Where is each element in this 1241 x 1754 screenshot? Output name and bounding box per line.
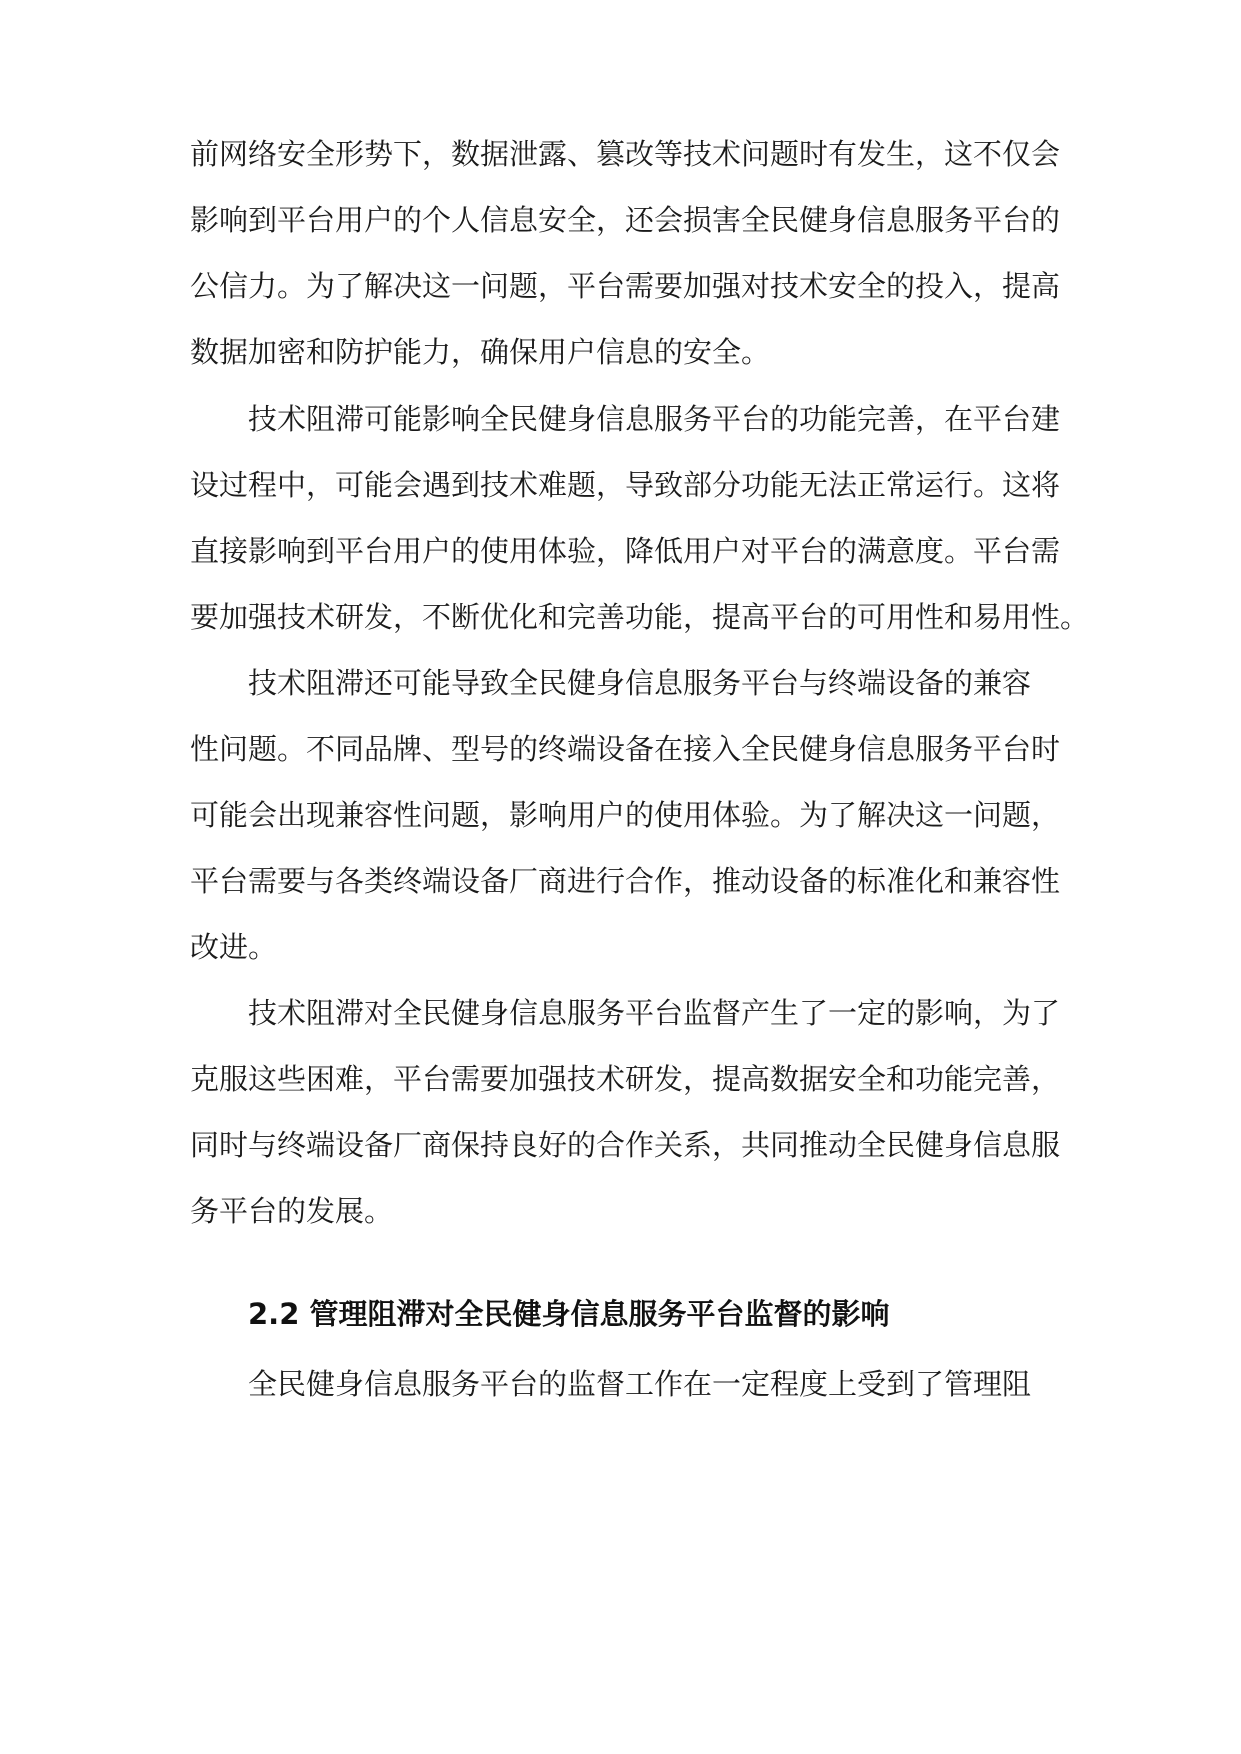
text-line: 设过程中，可能会遇到技术难题，导致部分功能无法正常运行。这将 (190, 468, 1061, 502)
section-heading: 2.2 管理阻滞对全民健身信息服务平台监督的影响 (248, 1297, 890, 1331)
text-line: 前网络安全形势下，数据泄露、篡改等技术问题时有发生，这不仅会 (190, 137, 1061, 171)
text-line: 性问题。不同品牌、型号的终端设备在接入全民健身信息服务平台时 (190, 732, 1061, 766)
text-line: 平台需要与各类终端设备厂商进行合作，推动设备的标准化和兼容性 (190, 864, 1061, 898)
text-line: 全民健身信息服务平台的监督工作在一定程度上受到了管理阻 (248, 1367, 1032, 1401)
text-line: 改进。 (190, 930, 278, 964)
text-line: 直接影响到平台用户的使用体验，降低用户对平台的满意度。平台需 (190, 534, 1061, 568)
text-line: 可能会出现兼容性问题，影响用户的使用体验。为了解决这一问题， (190, 798, 1061, 832)
text-line: 技术阻滞还可能导致全民健身信息服务平台与终端设备的兼容 (248, 666, 1032, 700)
text-line: 数据加密和防护能力，确保用户信息的安全。 (190, 335, 771, 369)
text-line: 克服这些困难，平台需要加强技术研发，提高数据安全和功能完善， (190, 1062, 1061, 1096)
text-line: 公信力。为了解决这一问题，平台需要加强对技术安全的投入，提高 (190, 269, 1061, 303)
text-line: 技术阻滞可能影响全民健身信息服务平台的功能完善，在平台建 (248, 402, 1061, 436)
text-line: 影响到平台用户的个人信息安全，还会损害全民健身信息服务平台的 (190, 203, 1061, 237)
text-line: 同时与终端设备厂商保持良好的合作关系，共同推动全民健身信息服 (190, 1128, 1061, 1162)
text-line: 技术阻滞对全民健身信息服务平台监督产生了一定的影响，为了 (248, 996, 1061, 1030)
text-line: 要加强技术研发，不断优化和完善功能，提高平台的可用性和易用性。 (190, 600, 1090, 634)
text-line: 务平台的发展。 (190, 1194, 394, 1228)
